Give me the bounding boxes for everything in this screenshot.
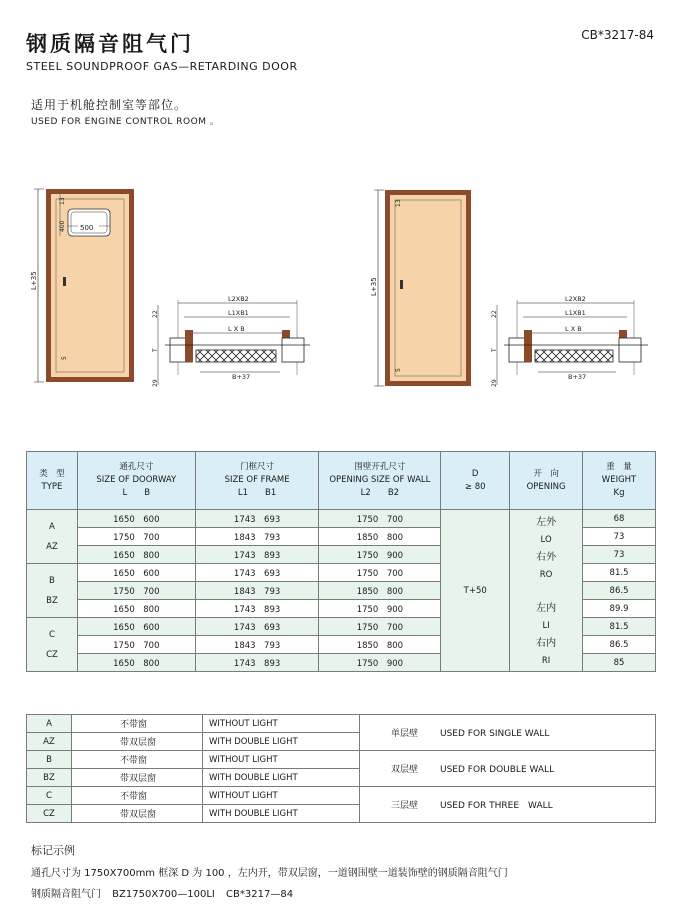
legend-cn: 带双层窗 [72, 769, 203, 787]
legend-en: WITH DOUBLE LIGHT [203, 733, 360, 751]
frame-cell: 1843 793 [195, 582, 319, 600]
header-wall-opening: 围壁开孔尺寸 OPENING SIZE OF WALL L2 B2 [319, 452, 441, 510]
weight-cell: 86.5 [583, 636, 656, 654]
doorway-cell: 1650 800 [77, 600, 195, 618]
door-handle [400, 280, 403, 289]
door-drawings [0, 0, 689, 440]
weight-cell: 81.5 [583, 564, 656, 582]
weight-cell: 73 [583, 528, 656, 546]
legend-code: C [27, 787, 72, 805]
section-l2b2-label: L2XB2 [565, 295, 586, 303]
table-row [27, 751, 656, 769]
section-l1b1-label: L1XB1 [228, 309, 249, 317]
frame-cell: 1843 793 [195, 528, 319, 546]
bottom-offset-label: 5 [61, 356, 68, 360]
legend-cn: 带双层窗 [72, 805, 203, 823]
section-b37-label: B+37 [232, 373, 251, 381]
legend-cn: 不带窗 [72, 751, 203, 769]
door-leaf-section [535, 350, 613, 362]
top-offset-label: 13 [59, 197, 66, 205]
weight-cell: 73 [583, 546, 656, 564]
legend-cn: 带双层窗 [72, 733, 203, 751]
door-elevation-with-window [30, 189, 134, 382]
wall-cell: 1850 800 [319, 528, 441, 546]
example-description: 通孔尺寸为 1750X700mm 框深 D 为 100 ，左内开，带双层窗，一道钢围壁一道装饰壁的钢质隔音阻气门 [31, 868, 508, 879]
section-l2b2-label: L2XB2 [228, 295, 249, 303]
frame-cell: 1743 893 [195, 600, 319, 618]
door-section-left [152, 295, 310, 387]
door-leaf-section [196, 350, 276, 362]
page-subtitle: STEEL SOUNDPROOF GAS—RETARDING DOOR [26, 60, 298, 73]
header-opening: 开 向 OPENING [510, 452, 583, 510]
wall-cell: 1750 900 [319, 546, 441, 564]
doorway-cell: 1650 800 [77, 654, 195, 672]
page-title: 钢质隔音阻气门 [26, 32, 194, 56]
frame-cell: 1843 793 [195, 636, 319, 654]
table-row [27, 510, 656, 528]
header-weight: 重 量 WEIGHT Kg [583, 452, 656, 510]
top-offset-label: 13 [395, 199, 402, 207]
wall-cell: 1750 700 [319, 510, 441, 528]
legend-en: WITHOUT LIGHT [203, 715, 360, 733]
weight-cell: 86.5 [583, 582, 656, 600]
doorway-cell: 1750 700 [77, 636, 195, 654]
legend-en: WITHOUT LIGHT [203, 787, 360, 805]
legend-en: WITH DOUBLE LIGHT [203, 805, 360, 823]
section-t-label: T [491, 348, 498, 352]
wall-cell: 1850 800 [319, 636, 441, 654]
legend-table [26, 714, 656, 823]
door-height-label: L+35 [30, 271, 38, 290]
legend-code: BZ [27, 769, 72, 787]
type-cell: B BZ [27, 564, 78, 618]
type-cell: A AZ [27, 510, 78, 564]
wall-cell: 1750 700 [319, 618, 441, 636]
frame-cell: 1743 693 [195, 618, 319, 636]
wall-cell: 1850 800 [319, 582, 441, 600]
header-type: 类 型 TYPE [27, 452, 78, 510]
weight-cell: 68 [583, 510, 656, 528]
table-row [27, 787, 656, 805]
window-width-label: 500 [80, 224, 94, 232]
doorway-cell: 1650 800 [77, 546, 195, 564]
frame-cell: 1743 693 [195, 510, 319, 528]
section-lb-label: L X B [565, 325, 582, 333]
doorway-cell: 1750 700 [77, 582, 195, 600]
section-b37-label: B+37 [568, 373, 587, 381]
weight-cell: 89.9 [583, 600, 656, 618]
wall-cell: 1750 900 [319, 600, 441, 618]
section-22-label: 22 [152, 310, 159, 318]
wall-type-cell: 双层壁 USED FOR DOUBLE WALL [360, 751, 656, 787]
frame-cell: 1743 893 [195, 546, 319, 564]
section-29-label: 29 [152, 379, 159, 387]
wall-type-cell: 单层壁 USED FOR SINGLE WALL [360, 715, 656, 751]
doorway-cell: 1750 700 [77, 528, 195, 546]
header-frame: 门框尺寸 SIZE OF FRAME L1 B1 [195, 452, 319, 510]
frame-cell: 1743 893 [195, 654, 319, 672]
table-row [27, 715, 656, 733]
applicability-cn: 适用于机舱控制室等部位。 [31, 98, 188, 112]
section-lb-label: L X B [228, 325, 245, 333]
weight-cell: 85 [583, 654, 656, 672]
example-designation: 钢质隔音阻气门 BZ1750X700—100LI CB*3217—84 [31, 889, 294, 900]
door-height-label: L+35 [370, 277, 378, 296]
wall-cell: 1750 700 [319, 564, 441, 582]
legend-code: A [27, 715, 72, 733]
wall-cell: 1750 900 [319, 654, 441, 672]
legend-code: AZ [27, 733, 72, 751]
doorway-cell: 1650 600 [77, 618, 195, 636]
door-handle [63, 277, 66, 286]
header-doorway: 通孔尺寸 SIZE OF DOORWAY L B [77, 452, 195, 510]
legend-en: WITHOUT LIGHT [203, 751, 360, 769]
bottom-offset-label: 5 [395, 368, 402, 372]
frame-cell: 1743 693 [195, 564, 319, 582]
door-elevation-without-window [370, 190, 471, 386]
legend-cn: 不带窗 [72, 787, 203, 805]
spec-table [26, 451, 656, 672]
header-d: D ≥ 80 [441, 452, 510, 510]
section-22-label: 22 [491, 310, 498, 318]
type-cell: C CZ [27, 618, 78, 672]
opening-cell: 左外 LO 右外 RO 左内 LI 右内 RI [510, 510, 583, 672]
legend-code: CZ [27, 805, 72, 823]
d-value-cell: T+50 [441, 510, 510, 672]
section-29-label: 29 [491, 379, 498, 387]
door-section-right [491, 295, 648, 387]
standard-code: CB*3217-84 [581, 28, 654, 42]
legend-cn: 不带窗 [72, 715, 203, 733]
doorway-cell: 1650 600 [77, 564, 195, 582]
section-t-label: T [152, 348, 159, 352]
legend-en: WITH DOUBLE LIGHT [203, 769, 360, 787]
doorway-cell: 1650 600 [77, 510, 195, 528]
window-height-label: 400 [59, 220, 66, 232]
weight-cell: 81.5 [583, 618, 656, 636]
example-title: 标记示例 [31, 844, 75, 857]
legend-code: B [27, 751, 72, 769]
table-header-row [27, 452, 656, 510]
wall-type-cell: 三层壁 USED FOR THREE WALL [360, 787, 656, 823]
section-l1b1-label: L1XB1 [565, 309, 586, 317]
applicability-en: USED FOR ENGINE CONTROL ROOM 。 [31, 117, 220, 127]
